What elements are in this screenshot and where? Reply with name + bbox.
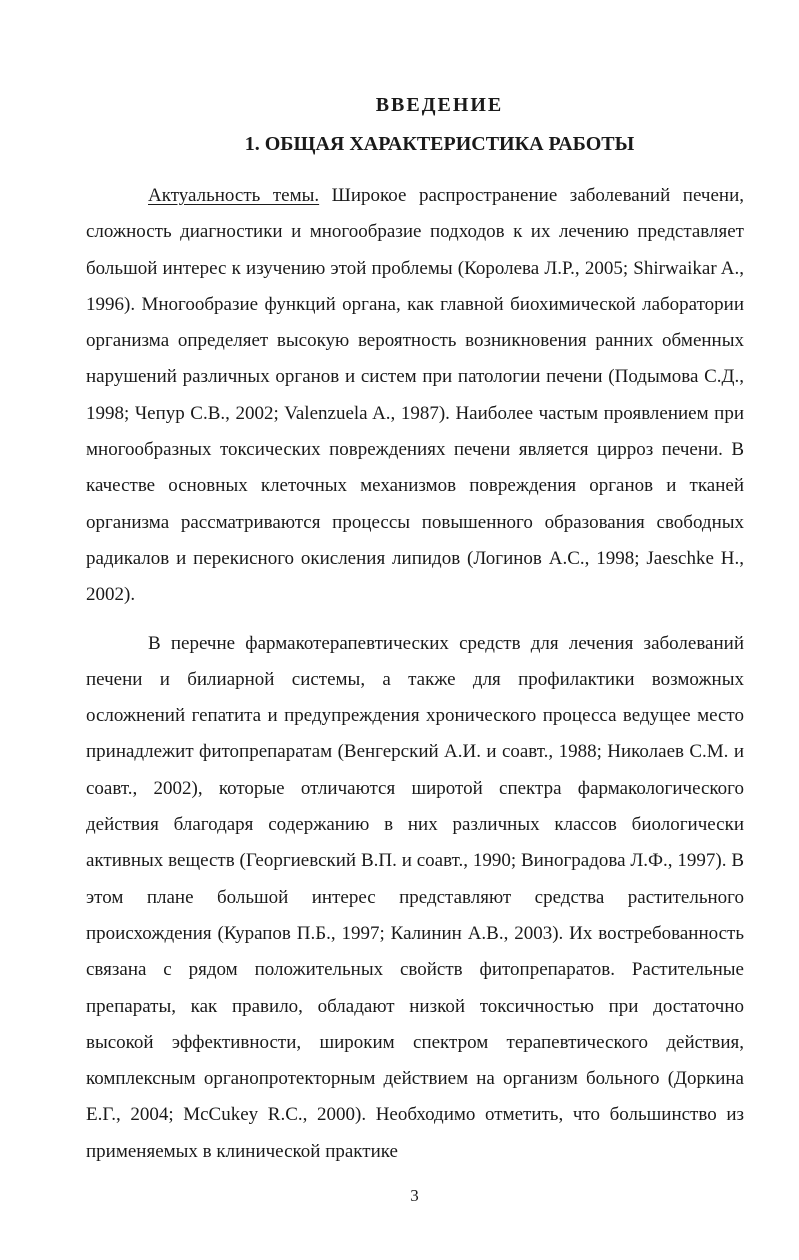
body-text bbox=[86, 178, 744, 1170]
paragraph-1-text: Широкое распространение заболеваний печени, сложность диагностики и многообразие подходов к их лечению представляет большой интерес к изучению этой проблемы (Королева Л.Р., 2005; Shirwaikar A., 1996). Многообразие функций органа, как главной биохимической лаборатории организма определяет высокую вероятность возникновения ранних обменных нарушений различных органов и систем при патологии печени (Подымова С.Д., 1998; Чепур С.В., 2002; Valenzuela A., 1987). Наиболее частым проявлением при многообразных токсических повреждениях печени является цирроз печени. В качестве основных клеточных механизмов повреждения органов и тканей организма рассматриваются процессы повышенного образования свободных радикалов и перекисного окисления липидов (Логинов А.С., 1998; Jaeschke H., 2002). bbox=[86, 185, 744, 606]
paragraph-2-text: В перечне фармакотерапевтических средств для лечения заболеваний печени и билиарной системы, а также для профилактики возможных осложнений гепатита и предупреждения хронического процесса ведущее место принадлежит фитопрепаратам (Венгерский А.И. и соавт., 1988; Николаев С.М. и соавт., 2002), которые отличаются широтой спектра фармакологического действия благодаря содержанию в них различных классов биологически активных веществ (Георгиевский В.П. и соавт., 1990; Виноградова Л.Ф., 1997). В этом плане большой интерес представляют средства растительного происхождения (Курапов П.Б., 1997; Калинин А.В., 2003). Их востребованность связана с рядом положительных свойств фитопрепаратов. Растительные препараты, как правило, обладают низкой токсичностью при достаточно высокой эффективности, широким спектром терапевтического действия, комплексным органопротекторным действием на организм больного (Доркина Е.Г., 2004; McCukey R.C., 2000). Необходимо отметить, что большинство из применяемых в клинической практике bbox=[86, 632, 744, 1162]
paragraph-2 bbox=[86, 626, 744, 1170]
paragraph-1 bbox=[86, 178, 744, 614]
page-number: 3 bbox=[410, 1186, 419, 1205]
section-heading: 1. ОБЩАЯ ХАРАКТЕРИСТИКА РАБОТЫ bbox=[244, 133, 635, 155]
page-title: ВВЕДЕНИЕ bbox=[375, 94, 504, 116]
paragraph-label: Актуальность темы. bbox=[148, 185, 320, 206]
